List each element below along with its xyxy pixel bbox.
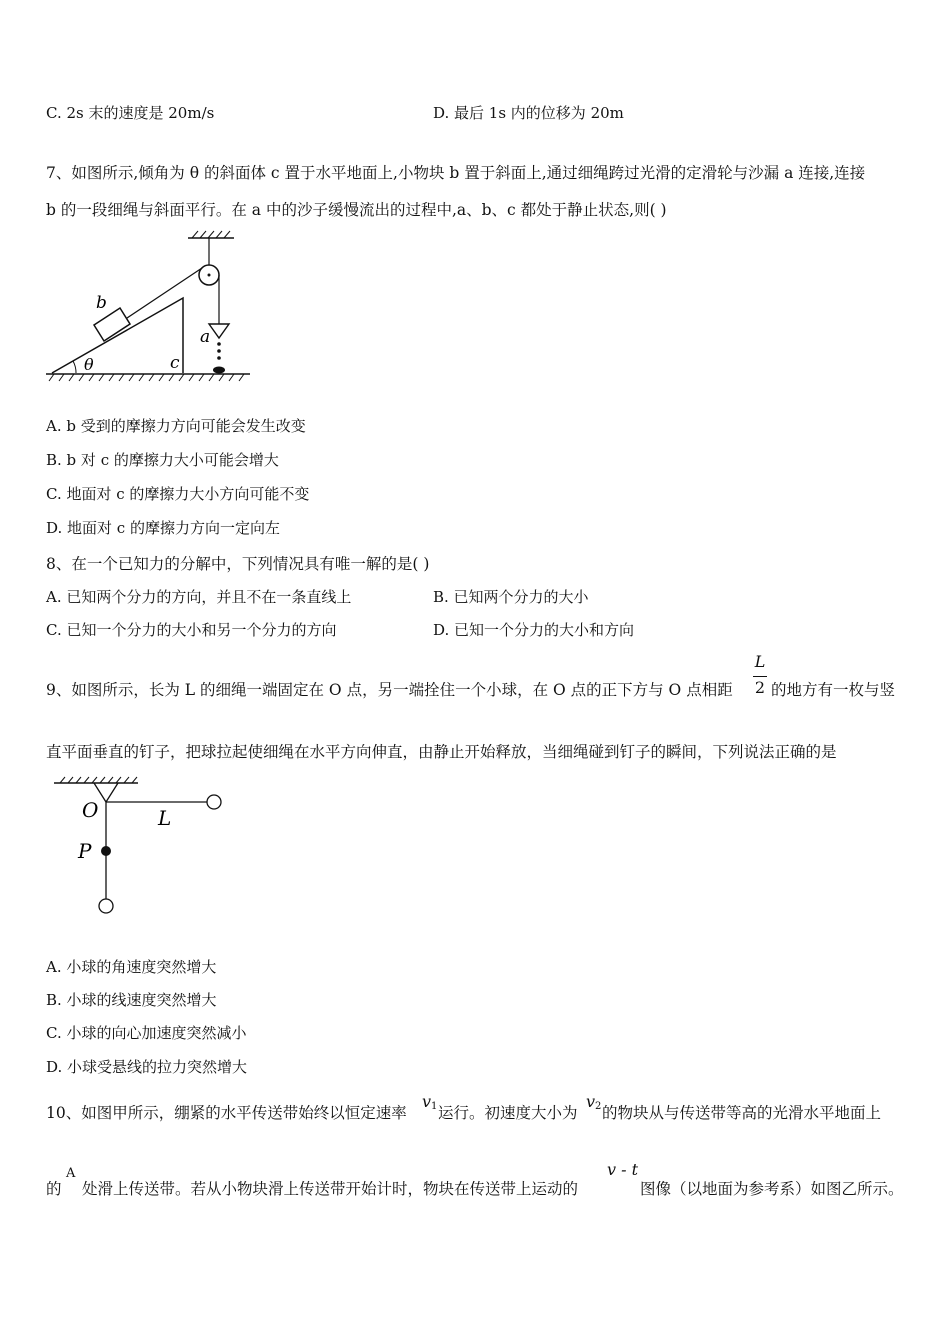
q9-label-O: O (82, 798, 99, 822)
q7-option-a: A. b 受到的摩擦力方向可能会发生改变 (46, 417, 306, 435)
q10-stem-line1-c: 的物块从与传送带等高的光滑水平地面上 (602, 1104, 882, 1122)
q9-stem-line1-a: 9、如图所示，长为 L 的细绳一端固定在 O 点，另一端拴住一个小球，在 O 点的正下方与 O 点相距 (46, 681, 733, 699)
q10-stem-line2-c: 图像（以地面为参考系）如图乙所示。 (640, 1180, 904, 1198)
q6-option-c: C. 2s 末的速度是 20m/s (46, 104, 215, 122)
q9-pendulum-figure (50, 775, 240, 915)
q10-stem-line1-a: 10、如图甲所示，绷紧的水平传送带始终以恒定速率 (46, 1104, 407, 1122)
q7-stem-line1: 7、如图所示,倾角为 θ 的斜面体 c 置于水平地面上,小物块 b 置于斜面上,通过细绳跨过光滑的定滑轮与沙漏 a 连接,连接 (46, 164, 866, 182)
q9-stem-line2: 直平面垂直的钉子，把球拉起使细绳在水平方向伸直，由静止开始释放，当细绳碰到钉子的瞬间，下列说法正确的是 (46, 743, 837, 761)
q6-option-d: D. 最后 1s 内的位移为 20m (433, 104, 624, 122)
q7-stem-line2: b 的一段细绳与斜面平行。在 a 中的沙子缓慢流出的过程中,a、b、c 都处于静止状态,则( ) (46, 201, 667, 219)
q10-v2-symbol (586, 1092, 601, 1112)
q8-option-b: B. 已知两个分力的大小 (433, 588, 589, 606)
q10-v2-subscript: 2 (595, 1101, 602, 1112)
q7-option-c: C. 地面对 c 的摩擦力大小方向可能不变 (46, 485, 310, 503)
q10-stem-line2-b: 处滑上传送带。若从小物块滑上传送带开始计时，物块在传送带上运动的 (82, 1180, 579, 1198)
q7-incline-pulley-figure (46, 228, 256, 388)
q8-stem: 8、在一个已知力的分解中，下列情况具有唯一解的是( ) (46, 555, 430, 573)
q9-label-L: L (158, 806, 172, 830)
q9-option-c: C. 小球的向心加速度突然减小 (46, 1024, 247, 1042)
q8-option-d: D. 已知一个分力的大小和方向 (433, 621, 635, 639)
q10-v1-symbol (422, 1092, 437, 1112)
q10-v1-subscript: 1 (431, 1101, 438, 1112)
q7-label-theta: θ (84, 355, 94, 374)
q10-v1-letter: v (422, 1092, 432, 1111)
q7-option-d: D. 地面对 c 的摩擦力方向一定向左 (46, 519, 280, 537)
q9-fraction-numerator: L (754, 652, 766, 671)
q9-option-a: A. 小球的角速度突然增大 (46, 958, 217, 976)
q10-stem-line1-b: 运行。初速度大小为 (438, 1104, 578, 1122)
q9-fraction-bar (753, 676, 767, 677)
q7-label-b: b (96, 293, 107, 313)
q8-option-a: A. 已知两个分力的方向，并且不在一条直线上 (46, 588, 352, 606)
q9-label-P: P (78, 839, 92, 863)
q8-option-c: C. 已知一个分力的大小和另一个分力的方向 (46, 621, 337, 639)
q10-stem-line2-a: 的 (46, 1180, 62, 1198)
q7-option-b: B. b 对 c 的摩擦力大小可能会增大 (46, 451, 279, 469)
q9-fraction-denominator: 2 (754, 678, 766, 697)
q10-point-A: A (66, 1166, 76, 1181)
q7-label-a: a (200, 327, 211, 347)
q7-label-c: c (170, 353, 180, 373)
q10-v2-letter: v (586, 1092, 596, 1111)
q9-option-b: B. 小球的线速度突然增大 (46, 991, 217, 1009)
q9-option-d: D. 小球受悬线的拉力突然增大 (46, 1058, 248, 1076)
q9-stem-line1-b: 的地方有一枚与竖 (771, 681, 896, 699)
q10-vt-symbol: v - t (607, 1160, 639, 1179)
